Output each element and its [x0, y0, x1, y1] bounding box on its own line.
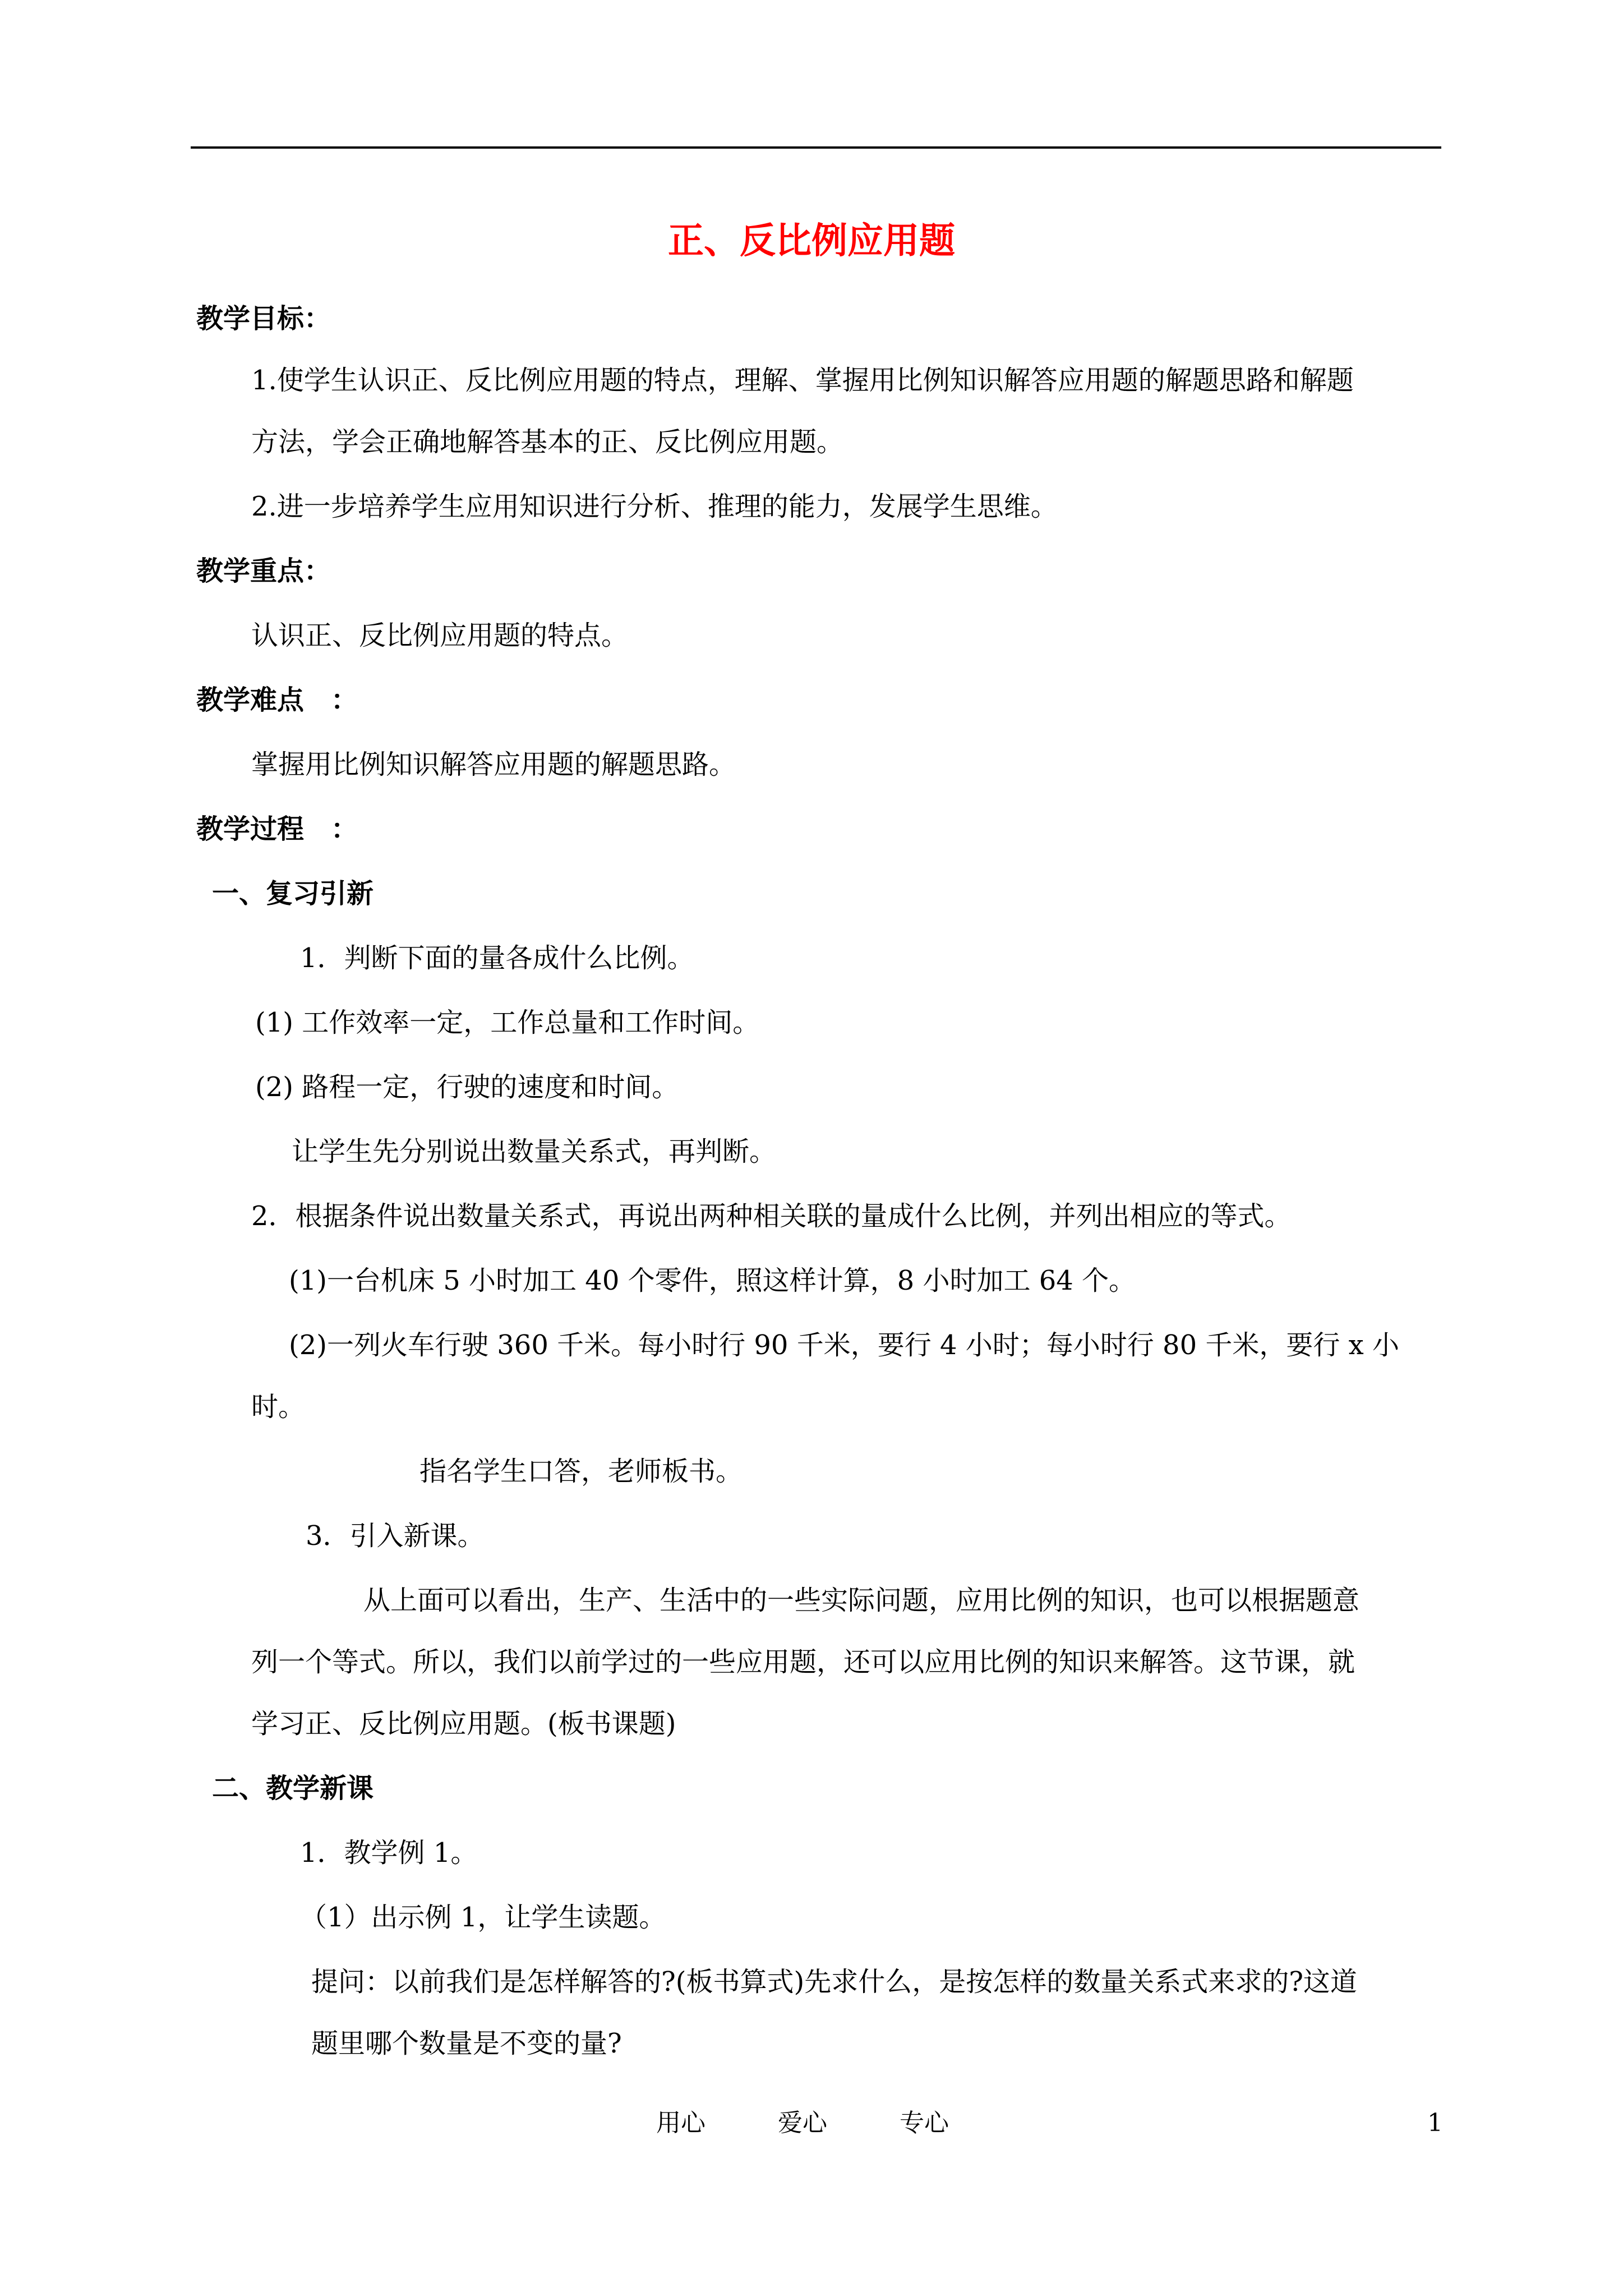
key-points-text: 认识正、反比例应用题的特点。	[251, 620, 629, 651]
intro-paragraph-line-2: 列一个等式。所以，我们以前学过的一些应用题，还可以应用比例的知识来解答。这节课，就	[251, 1646, 1355, 1678]
review-instruction: 让学生先分别说出数量关系式，再判断。	[292, 1136, 777, 1167]
difficulties-text: 掌握用比例知识解答应用题的解题思路。	[251, 749, 736, 780]
question-line-2: 题里哪个数量是不变的量?	[311, 2028, 622, 2059]
review-item-2-sub-2-line-1: (2)一列火车行驶 360 千米。每小时行 90 千米，要行 4 小时；每小时行 80 千米，要行 x 小	[289, 1329, 1399, 1361]
footer-motto-1: 用心	[656, 2109, 706, 2137]
review-item-1: 1．判断下面的量各成什么比例。	[300, 942, 694, 974]
footer-motto-2: 爱心	[778, 2109, 827, 2137]
goal-1-line-1: 1.使学生认识正、反比例应用题的特点，理解、掌握用比例知识解答应用题的解题思路和解题	[251, 365, 1354, 396]
intro-paragraph-line-3: 学习正、反比例应用题。(板书课题)	[251, 1708, 676, 1740]
page-number: 1	[1427, 2109, 1443, 2137]
goal-1-line-2: 方法，学会正确地解答基本的正、反比例应用题。	[251, 426, 844, 458]
lesson-item-1: 1．教学例 1。	[300, 1837, 478, 1869]
review-item-1-sub-2: (2) 路程一定，行驶的速度和时间。	[255, 1071, 679, 1103]
review-item-2-sub-1: (1)一台机床 5 小时加工 40 个零件，照这样计算，8 小时加工 64 个。	[289, 1265, 1136, 1296]
review-item-3: 3．引入新课。	[306, 1520, 485, 1552]
question-line-1: 提问：以前我们是怎样解答的?(板书算式)先求什么，是按怎样的数量关系式来求的?这道	[311, 1966, 1357, 1998]
intro-paragraph-line-1: 从上面可以看出，生产、生活中的一些实际问题，应用比例的知识，也可以根据题意	[363, 1585, 1360, 1616]
lesson-item-1-sub-1: （1）出示例 1，让学生读题。	[300, 1902, 666, 1933]
heading-teaching-goals: 教学目标：	[196, 303, 331, 334]
footer-mottos	[656, 2106, 1013, 2140]
header-rule	[191, 146, 1441, 149]
goal-2: 2.进一步培养学生应用知识进行分析、推理的能力，发展学生思维。	[251, 491, 1058, 522]
review-item-1-sub-1: (1) 工作效率一定，工作总量和工作时间。	[255, 1007, 760, 1038]
answer-instruction: 指名学生口答，老师板书。	[419, 1456, 743, 1487]
heading-difficulties: 教学难点 ：	[196, 684, 358, 716]
footer-motto-3: 专心	[900, 2109, 949, 2137]
heading-teaching-process: 教学过程 ：	[196, 813, 358, 845]
section-2-heading: 二、教学新课	[212, 1773, 374, 1804]
section-1-heading: 一、复习引新	[212, 878, 374, 909]
page-title: 正、反比例应用题	[668, 220, 955, 262]
review-item-2-sub-2-line-2: 时。	[251, 1391, 306, 1423]
review-item-2: 2．根据条件说出数量关系式，再说出两种相关联的量成什么比例，并列出相应的等式。	[251, 1200, 1292, 1232]
heading-key-points: 教学重点：	[196, 555, 331, 587]
